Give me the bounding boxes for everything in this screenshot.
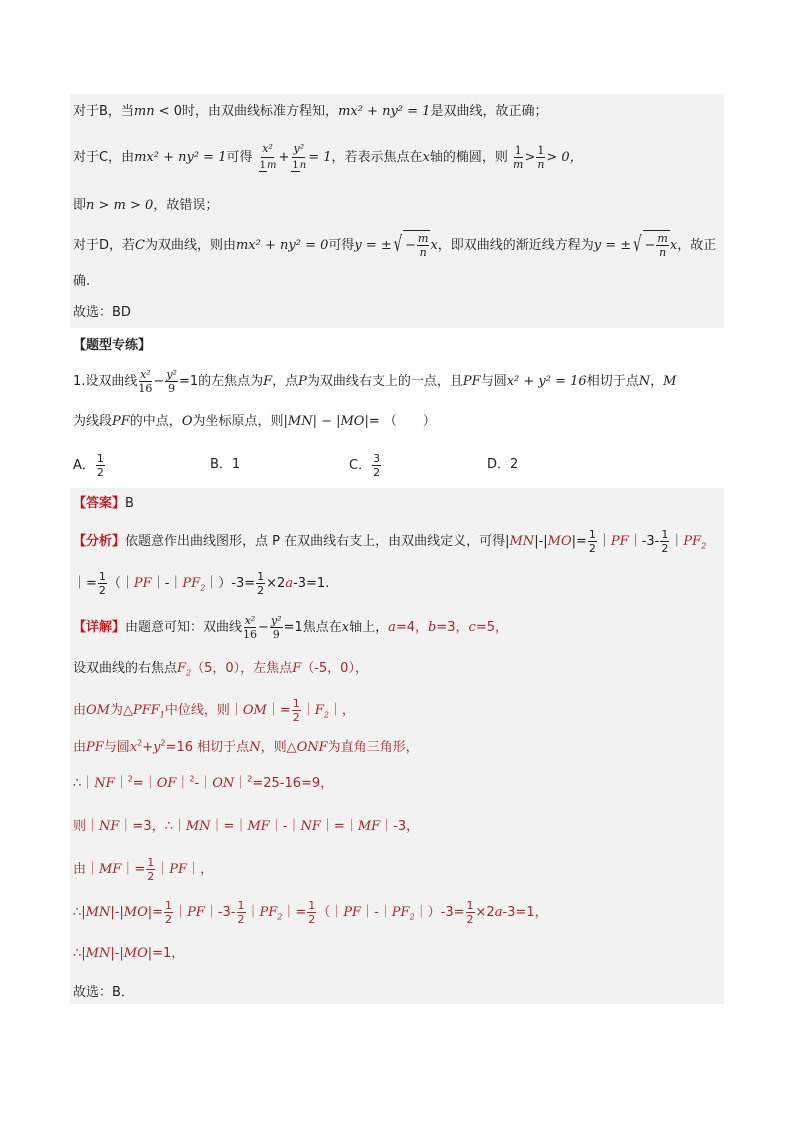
detail-line-1: 【详解】由题意可知：双曲线 $\frac{\text{x²}}{16}$ − $\frac{\text{y²}}{9}$ =1焦点在x轴上，a=4，b=3，c=5， xyxy=(73,614,508,641)
solution-line-d-end: 确. xyxy=(73,274,91,289)
solution-line-c: 对于C，由mx² + ny² = 1可得 $\frac{\text{x²}}{1m}$ + $\frac{\text{y²}}{1n}$ = 1，若表示焦点在x轴的椭圆，则 $\frac{1}{m}$ > $\frac{1}{n}$ > 0， xyxy=(73,140,583,176)
detail-line-2: 设双曲线的右焦点$F_2(5$，0），左焦点F（-5，0）， xyxy=(73,661,368,678)
detail-line-9: ∴|MN|-|MO|=1， xyxy=(73,946,185,961)
section-heading: 【题型专练】 xyxy=(73,338,152,353)
solution-line-d: 对于D，若C为双曲线，则由mx² + ny² = 0可得y = ± √ − $\frac{m}{n}$ x，即双曲线的渐近线方程为y = ± √ − $\frac{m}{n}$ x，故正 xyxy=(73,232,717,259)
option-d[interactable]: D．2 xyxy=(487,457,519,472)
detail-final-choice: 故选：B． xyxy=(73,985,134,1000)
detail-line-4: 由PF与圆$x^2+y^2=16$ 相切于点N，则△ONF为直角三角形， xyxy=(73,738,419,755)
question-line-2: 为线段PF的中点，O为坐标原点，则|MN| − |MO|= （ ） xyxy=(73,414,436,429)
fraction-1-over-n: $\frac{1}{n}$ xyxy=(537,144,545,171)
fraction-x2-over-1m: $\frac{\text{x²}}{1m}$ xyxy=(259,142,277,171)
fraction-y2-over-1n: $\frac{\text{y²}}{1n}$ xyxy=(292,142,307,171)
detail-line-5: ∴｜NF｜$^2$=｜OF｜$^2$-｜ON｜$^2$=25-16=9， xyxy=(73,774,334,791)
detail-line-7: 由｜MF｜= $\frac{1}{2}$ ｜PF｜， xyxy=(73,856,214,883)
detail-line-8: ∴|MN|-|MO|= $\frac{1}{2}$ ｜PF｜-3- $\frac{1}{2}$ $|PF_2|=$ $\frac{1}{2}$ $(|PF|-|PF_2|)-3=$ $\frac{1}{2}$ ×2a-3=1， xyxy=(73,899,548,926)
fraction-1-over-m: $\frac{1}{m}$ xyxy=(513,144,524,171)
option-b[interactable]: B．1 xyxy=(210,457,241,472)
analysis-line-1: 【分析】依题意作出曲线图形，点 P 在双曲线右支上，由双曲线定义，可得|MN|-|MO|= $\frac{1}{2}$ ｜PF｜-3- $\frac{1}{2}$ $|PF_2$ xyxy=(73,528,707,555)
analysis-line-2: ｜= $\frac{1}{2}$ $(|PF|-|PF_2|)-3=$ $\frac{1}{2}$ ×2a-3=1. xyxy=(73,570,330,597)
question-line-1: 1.设双曲线 $\frac{\text{x²}}{16}$ − $\frac{\text{y²}}{9}$ =1的左焦点为F，点P为双曲线右支上的一点，且PF与圆x² + y² = 16相切于点N，M xyxy=(73,368,677,395)
detail-line-3: 由OM为$\triangle PFF_1$中位线，则｜OM｜= $\frac{1}{2}$ $|F_2|$， xyxy=(73,697,355,724)
solution-line-b: 对于B，当mn < 0时，由双曲线标准方程知，mx² + ny² = 1是双曲线，故正确； xyxy=(73,104,548,119)
question-options xyxy=(73,452,673,482)
detail-line-6: 则｜NF｜=3，∴｜MN｜=｜MF｜-｜NF｜=｜MF｜-3， xyxy=(73,819,420,834)
solution-choice: 故选：BD xyxy=(73,305,131,320)
answer-line: 【答案】B xyxy=(73,496,134,511)
option-a[interactable]: A． $\frac{1}{2}$ xyxy=(73,452,104,479)
solution-line-c-conclusion: 即n > m > 0，故错误； xyxy=(73,198,219,213)
option-c[interactable]: C． $\frac{3}{2}$ xyxy=(349,452,381,479)
